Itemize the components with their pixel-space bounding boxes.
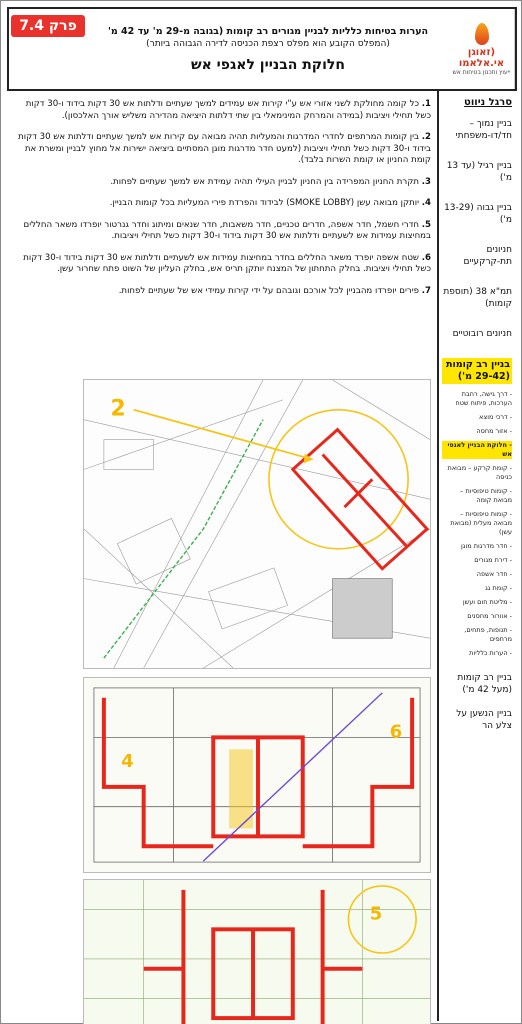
note-4: 4. יותקן מבואה עשן (SMOKE LOBBY) לבידוד והפרדת פירי המעליות בכל קומות הבניין. [109,198,431,208]
nav-sub-item[interactable]: - אוורור מחסנים [467,612,512,620]
header [7,7,517,91]
nav-sub-item[interactable]: - חדר אשפה [476,570,512,578]
nav-sub-list [442,390,512,658]
nav-item-highrise-active[interactable]: בניין רב קומות (29-42 מ') [442,358,512,384]
navigation-sidebar [437,91,515,1021]
note-1: 1. כל קומה מחולקת לשני אזורי אש ע"י קירות אש עמידים למשך שעתיים ודלתות אש 30 דקות בידוד ו-30 דקות כשל תחילי ויציבות (במידה והמרחק המינימאלי בין שתי דלתות היציאה מהדירה משליש אורך האלכסון). [25,99,431,121]
callout-4: 4 [121,751,134,773]
nav-sub-item[interactable]: - קומות טיפוסיות – מבואת קומה [460,487,512,504]
nav-sub-item[interactable]: - תנופות, פתחים, מרתפים [464,626,512,643]
nav-sub-item[interactable]: - מליטת חום ועשן [462,598,512,606]
page-title: חלוקת הבניין לאגפי אש [191,57,345,73]
sidebar-title: סרגל ניווט [464,97,512,108]
header-text [87,9,449,89]
nav-sub-item[interactable]: - הערות כלליות [469,649,512,657]
callout-5: 5 [369,903,383,925]
nav-item-robotic-parking[interactable]: חניונים רובוטיים [452,329,512,339]
chapter-badge: פרק 7.4 [11,15,85,37]
chapter-box [9,9,87,89]
note-3: 3. תקרת החניון המפרידה בין החניון לבניין העילי תהיה עמידת אש למשך שעתיים לפחות. [110,176,431,187]
notes-list [13,99,431,307]
nav-item-highrise-over-42[interactable]: בניין רב קומות (מעל 42 מ') [457,673,512,695]
callout-2: 2 [110,396,126,422]
site-plan-drawing [83,379,431,669]
logo-sub-text: אי.אלאמו [458,57,505,69]
nav-item-tall-building[interactable]: בניין גבוה (13-29 מ') [444,203,512,225]
note-6: 6. שטח אשפה יופרד משאר החללים בחדר במחיצות עמידות אש לשעתיים ודלתות אש 30 דקות בידוד ו-30 דקות כשל תחילי ויציבות. בחלק התחתון של המצנח יותקן תריס אש, בחלק העליון של השוט פתח שחרור עשן. [23,252,431,274]
logo-main-text: (זאוגן [467,46,496,58]
nav-sub-item[interactable]: - קומת קרקע – מבואת כניסה [447,464,512,481]
header-subtitle-1: הערות בטיחות כלליות לבניין מגורים רב קומות (בגובה מ-29 מ' עד 42 מ' [107,26,429,37]
note-7: 7. פירים יופרדו מהבניין לכל אורכם וגובהם על ידי קירות עמידי אש של שעתיים לפחות. [118,285,431,296]
nav-item-tama38[interactable]: תמ"א 38 (תוספת קומות) [443,287,512,309]
nav-sub-item[interactable]: - דרכי מוצא [479,413,512,421]
nav-sub-item-current[interactable]: - חלוקת הבניין לאגפי אש [442,441,512,459]
nav-sub-item[interactable]: - קומת גג [485,584,512,592]
nav-sub-item[interactable]: - אזור מחסה [476,427,512,435]
logo-tagline: ייעוץ ותכנון בטיחות אש [452,68,511,76]
nav-item-regular-building[interactable]: בניין רגיל (עד 13 מ') [446,161,512,183]
note-5: 5. חדרי חשמל, חדר אשפה, חדרים טכניים, חדר משאבות, חדר שנאים ומיתוג וחדר גנרטור יופרדו משאר החללים במחיצות עמידות אש לשעתיים ודלתות אש 30 דקות בידוד ו-30 דקות כשל תחילי ויציבות. [23,219,431,241]
nav-sub-item[interactable]: - דרך גישה, רחבת הערכות, פיתוח שטח [455,390,512,407]
company-logo [449,9,515,89]
nav-item-low-building[interactable]: בניין נמוך – חד/דו-משפחתי [455,119,512,141]
floor-plan-drawing [83,677,431,873]
nav-sub-item[interactable]: - דירת מגורים [474,556,512,564]
note-2: 2. בין קומות המרתפים לחדרי המדרגות והמעליות תהיה מבואה עם קירות אש למשך שעתיים ודלתות אש 30 דקות בידוד ו-30 דקות כשל תחילי ויציבות (למעט חדר מדרגות מוגן המסתיים ביציאה ישירות אל מחוץ לבניין ומשרת את קומת החניון או קומת השרות בלבד). [18,132,431,165]
nav-item-underground-parking[interactable]: חניונים תת-קרקעיים [463,245,512,267]
nav-item-hillside-building[interactable]: בניין הנשען על צלע הר [456,709,512,731]
header-subtitle-2: (המפלס הקובע הוא מפלס רצפת הכניסה לדירה הגבוהה ביותר) [146,39,390,49]
callout-6: 6 [389,721,403,743]
nav-sub-item[interactable]: - חדר מדרגות מוגן [461,542,512,550]
flame-icon [475,23,489,45]
nav-sub-item[interactable]: - קומות טיפוסיות – מבואה מעלית (מבואת עשן) [450,510,512,536]
floor-plan-drawing-2 [83,879,431,1024]
